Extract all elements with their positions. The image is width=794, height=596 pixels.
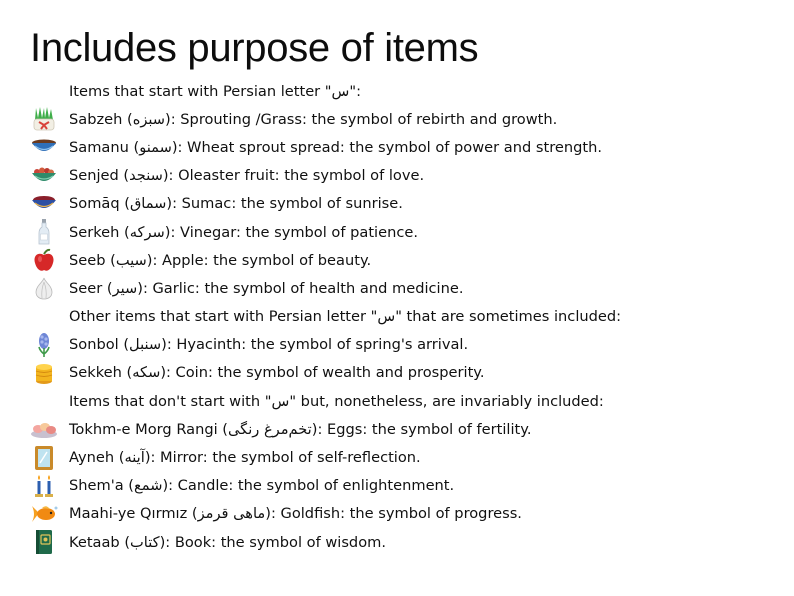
list-item [30,359,780,387]
item-text: Ketaab (کتاب): Book: the symbol of wisdom. [69,533,386,551]
candles-icon [30,473,58,499]
list-item [30,274,780,302]
page-title: Includes purpose of items [30,26,479,70]
item-text: Somāq (سماق): Sumac: the symbol of sunrise. [69,195,403,213]
list-item [30,218,780,246]
list-item [30,331,780,359]
list-item [30,162,780,190]
item-text: Maahi-ye Qırmız (ماهی قرمز): Goldfish: the symbol of progress. [69,505,522,523]
book-icon [30,529,58,555]
section-heading [30,77,780,105]
list-item [30,246,780,274]
grass-icon [30,106,58,132]
goldfish-icon [30,501,58,527]
item-text: Seer (سیر): Garlic: the symbol of health and medicine. [69,279,464,297]
list-item [30,472,780,500]
apple-icon [30,247,58,273]
items-list [30,77,780,556]
section-heading [30,387,780,415]
item-text: Serkeh (سرکه): Vinegar: the symbol of patience. [69,223,418,241]
coins-icon [30,360,58,386]
eggs-icon [30,416,58,442]
list-item [30,105,780,133]
item-text: Tokhm-e Morg Rangi (تخم‌مرغ رنگی): Eggs: the symbol of fertility. [69,420,532,438]
item-text: Samanu (سمنو): Wheat sprout spread: the symbol of power and strength. [69,138,602,156]
bottle-icon [30,219,58,245]
list-item [30,415,780,443]
mirror-icon [30,445,58,471]
hyacinth-icon [30,332,58,358]
list-item [30,528,780,556]
list-item [30,443,780,471]
item-text: Sabzeh (سبزه): Sprouting /Grass: the symbol of rebirth and growth. [69,110,558,128]
garlic-icon [30,275,58,301]
item-text: Sekkeh (سکه): Coin: the symbol of wealth and prosperity. [69,364,485,382]
item-text: Sonbol (سنبل): Hyacinth: the symbol of spring's arrival. [69,336,469,354]
spice-bowl-icon [30,191,58,217]
item-text: Senjed (سنجد): Oleaster fruit: the symbol of love. [69,167,425,185]
bowl-icon [30,134,58,160]
item-text: Shem'a (شمع): Candle: the symbol of enlightenment. [69,477,455,495]
section-heading-text: Items that don't start with "س" but, nonetheless, are invariably included: [69,392,604,410]
item-text: Ayneh (آینه): Mirror: the symbol of self-reflection. [69,449,421,467]
fruit-bowl-icon [30,163,58,189]
section-heading-text: Other items that start with Persian letter "س" that are sometimes included: [69,308,622,326]
section-heading [30,303,780,331]
item-text: Seeb (سیب): Apple: the symbol of beauty. [69,251,372,269]
section-heading-text: Items that start with Persian letter "س": [69,82,361,100]
list-item [30,190,780,218]
list-item [30,133,780,161]
list-item [30,500,780,528]
